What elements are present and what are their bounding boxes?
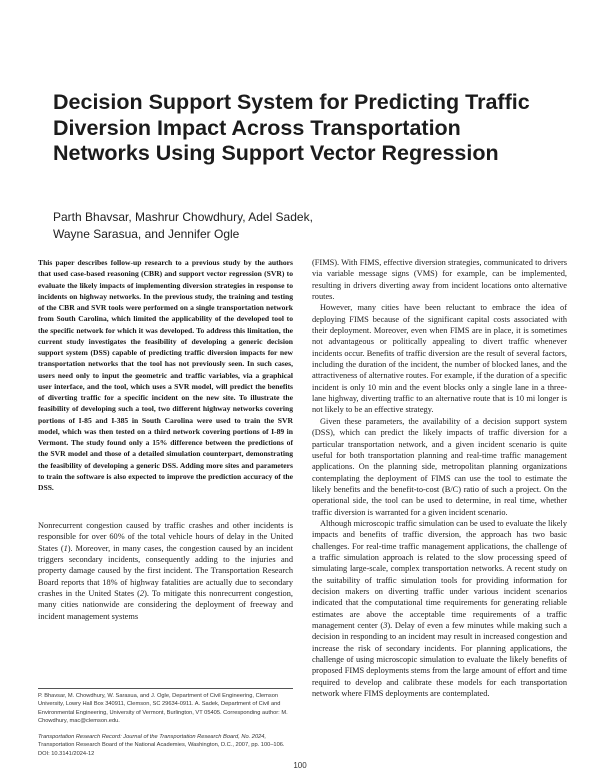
page-number: 100	[293, 761, 307, 770]
intro-text-c: ). To mitigate this nonrecurrent congestion, many cities nationwide are considering the deployment of freeway and incident management systems	[38, 589, 293, 621]
citation-ref-3: 3	[383, 621, 388, 630]
author-line-1: Parth Bhavsar, Mashrur Chowdhury, Adel Sadek,	[53, 210, 313, 224]
abstract: This paper describes follow-up research to a previous study by the authors that used case-based reasoning (CBR) and support vector regression (SVR) to evaluate the likely impacts of implementing diversion strategies in response to incidents on highway networks. In the previous study, the training and testing of the CBR and SVR tools were performed on a single transportation network from South Carolina, which limited the applicability of the developed tool to the specific network for which it was developed. To address this limitation, the current study investigates the feasibility of developing a generic decision support system (DSS) capable of predicting traffic diversion impacts for new transportation networks that the tool has not previously seen. In such cases, users need only to input the geometric and traffic variables, via a graphical user interface, and the tool, which uses a SVR model, will predict the benefits of diverting traffic for a specific incident on the new site. To illustrate the feasibility of developing such a tool, two different highway networks covering portions of I-85 and I-385 in South Carolina were used to train the SVR model, which was then tested on a third network covering portions of I-89 in Vermont. The study found only a 15% difference between the predictions of the SVR model and those of a detailed simulation counterpart, demonstrating the feasibility of developing a generic DSS. Adding more sites and parameters to train the software is also expected to improve the prediction accuracy of the DSS.	[38, 258, 293, 492]
right-paragraph-4	[312, 518, 567, 700]
author-line-2: Wayne Sarasua, and Jennifer Ogle	[53, 227, 240, 241]
paper-title: Decision Support System for Predicting Traffic Diversion Impact Across Transportation Networks Using Support Vector Regression	[53, 90, 530, 165]
right-paragraph-1: (FIMS). With FIMS, effective diversion strategies, communicated to drivers via variable message signs (VMS) for example, can be implemented, resulting in drivers diverting away from incident locations onto alternative routes.	[312, 258, 567, 302]
intro-text-b: ). Moreover, in many cases, the congestion caused by an incident triggers secondary incidents, consequently adding to the injuries and property damage caused by the first incident. The Transportation Research Board reports that 18% of highway fatalities are actually due to secondary crashes in the United States (	[38, 543, 294, 599]
citation-ref-1: 1	[63, 543, 68, 553]
journal-citation	[38, 733, 293, 758]
author-list	[53, 209, 553, 243]
intro-paragraph-1	[38, 520, 293, 622]
right-paragraph-3: Given these parameters, the availability of a decision support system (DSS), which can predict the likely impacts of traffic diversion for a particular transportation network, and a given incident scenario is quite useful for both transportation planning and real-time traffic management applications. On the planning side, metropolitan planning organizations contemplating the deployment of FIMS can use the tool to estimate the likely benefits and the benefit-to-cost (B/C) ratio of such a project. On the operational side, the tool can be used to determine, in real time, whether traffic diversion is warranted for a given incident scenario.	[312, 416, 567, 517]
journal-publisher: Transportation Research Board of the National Academies, Washington, D.C., 2007, pp. 100–106.	[38, 742, 285, 749]
right-text-a: Although microscopic traffic simulation can be used to evaluate the likely impacts and benefits of traffic diversion, the approach has two basic challenges. For real-time traffic management applications, the challenge of a traffic simulation approach is related to the slow processing speed of simulating large-scale, complex transportation networks. A recent study on the suitability of traffic simulation tools for providing information for decision makers on diverting traffic under various incident scenarios indicated that the computational time requirements for generating reliable estimates are above the acceptable time requirements of a traffic management center (	[312, 518, 567, 630]
intro-text-a: Nonrecurrent congestion caused by traffic crashes and other incidents is responsible for over 60% of the total vehicle hours of delay in the United States (	[38, 521, 293, 553]
journal-name: Transportation Research Record: Journal of the Transportation Research Board, No. 2024,	[38, 734, 267, 740]
right-text-b: ). Delay of even a few minutes while making such a decision in responding to an incident may result in increased congestion and increase the risk of secondary incidents. For planning applications, the challenge of using microscopic simulation to evaluate the likely benefits of proposed FIMS deployments stems from the large amount of effort and time required to develop and calibrate these models for each transportation network where FIMS deployments are contemplated.	[312, 621, 567, 699]
right-column	[312, 257, 567, 699]
introduction-section	[38, 520, 293, 622]
right-paragraph-2: However, many cities have been reluctant to embrace the idea of deploying FIMS because of the significant capital costs associated with their deployment. Moreover, even when FIMS are in place, it is sometimes not advantageous or politically appealing to divert traffic whenever incidents occur. Benefits of traffic diversion are the result of several factors, including the duration of the incident, the number of blocked lanes, and the attractiveness of alternative routes. For example, if the duration of a specific incident is only 10 min and the event blocks only a single lane in a three-lane highway, diverting traffic to an alternative route that is 10 mi longer is not likely to be an effective strategy.	[312, 303, 567, 415]
author-affiliations: P. Bhavsar, M. Chowdhury, W. Sarasua, and J. Ogle, Department of Civil Engineering, Clemson University, Lowry Hall Box 340911, Clemson, SC 29634-0911. A. Sadek, Department of Civil and Environmental Engineering, University of Vermont, Burlington, VT 05405. Corresponding author: M. Chowdhury, mac@clemson.edu.	[38, 693, 288, 724]
doi: DOI: 10.3141/2024-12	[38, 750, 95, 757]
citation-ref-2: 2	[139, 589, 145, 599]
footnote-divider	[38, 688, 293, 689]
